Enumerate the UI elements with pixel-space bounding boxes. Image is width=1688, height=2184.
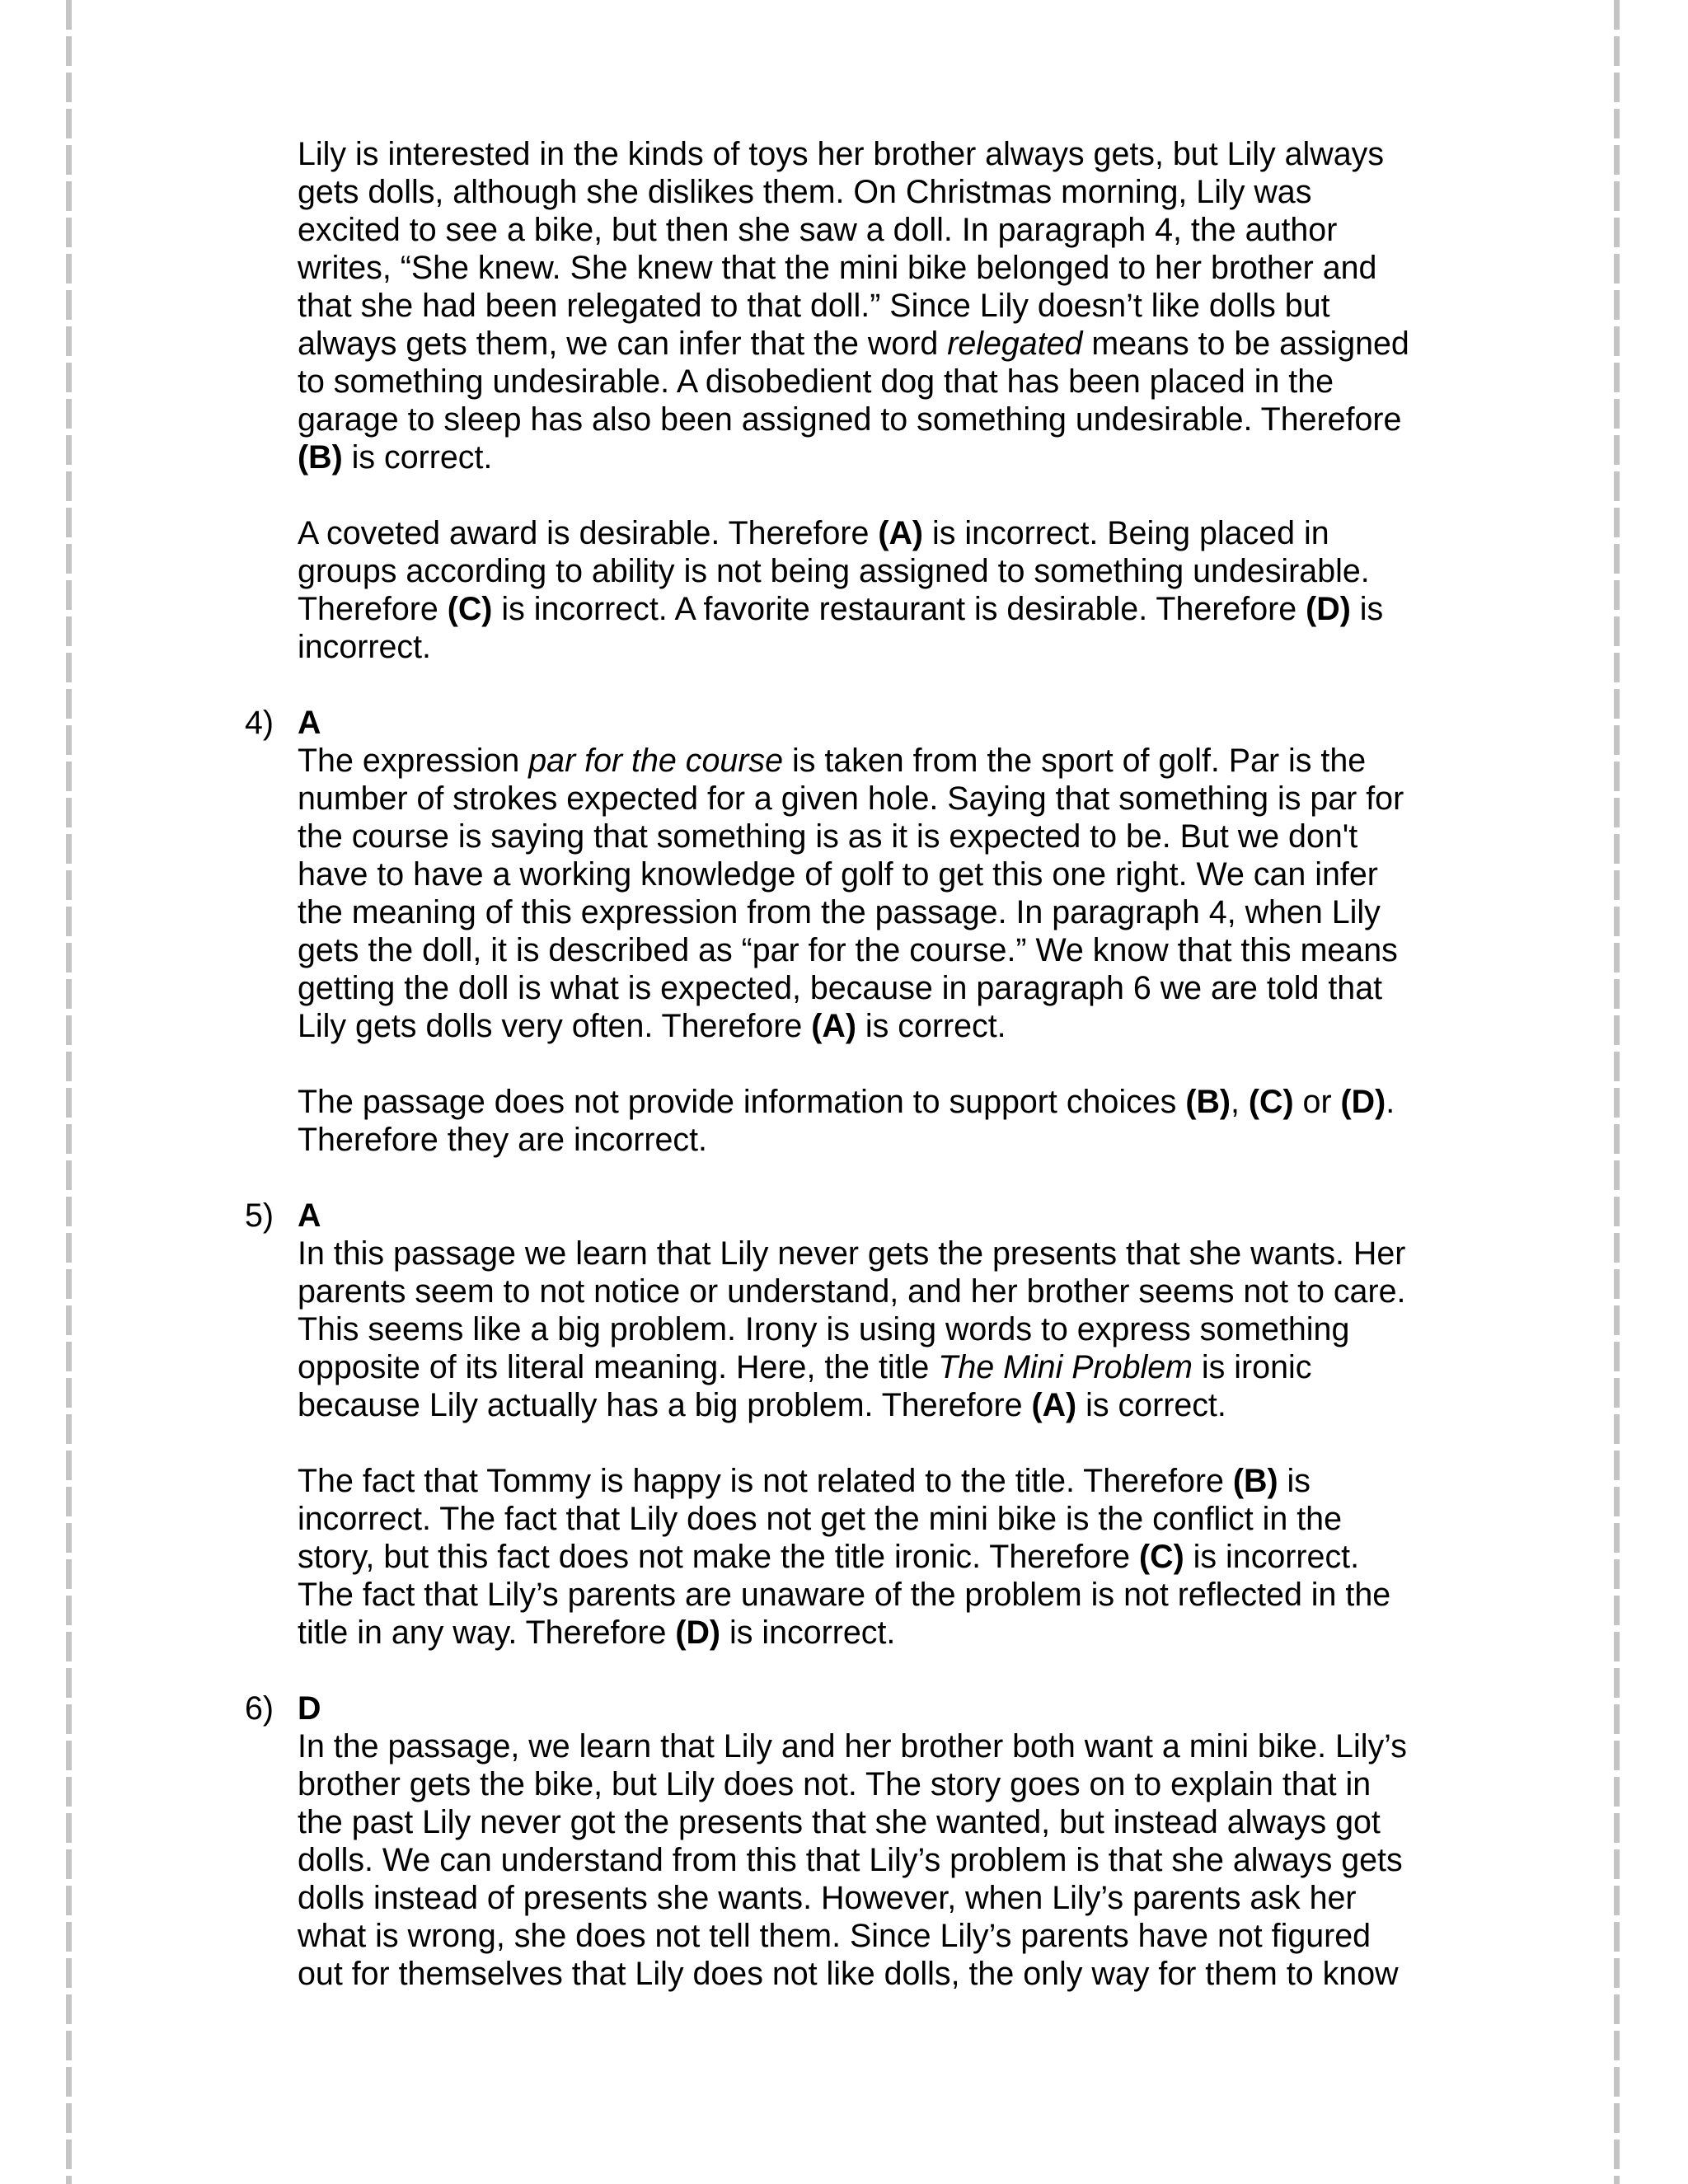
question-number: 5)	[245, 1197, 274, 1234]
explanation-paragraph: The fact that Tommy is happy is not related to the title. Therefore (B) is incorrect. The fact that Lily does not get the mini bike is the conflict in the story, but this fact does not make the title ironic. Therefore (C) is incorrect. The fact that Lily’s parents are unaware of the problem is not reflected in the title in any way. Therefore (D) is incorrect.	[298, 1463, 1391, 1651]
question-number: 4)	[245, 705, 274, 741]
answer-item-4	[245, 704, 1484, 1159]
explanation-paragraph: The passage does not provide information to support choices (B), (C) or (D). Therefore they are incorrect.	[298, 1084, 1395, 1158]
left-dashed-border	[66, 0, 72, 2184]
explanation-paragraph: The expression par for the course is taken from the sport of golf. Par is the number of strokes expected for a given hole. Saying that something is par for the course is saying that something is as it is expected to be. But we don't have to have a working knowledge of golf to get this one right. We can infer the meaning of this expression from the passage. In paragraph 4, when Lily gets the doll, it is described as “par for the course.” We know that this means getting the doll is what is expected, because in paragraph 6 we are told that Lily gets dolls very often. Therefore (A) is correct.	[298, 743, 1404, 1044]
explanation-paragraph: In this passage we learn that Lily never gets the presents that she wants. Her parents seem to not notice or understand, and her brother seems not to care. This seems like a big problem. Irony is using words to express something opposite of its literal meaning. Here, the title The Mini Problem is ironic because Lily actually has a big problem. Therefore (A) is correct.	[298, 1235, 1406, 1423]
answer-letter: A	[298, 705, 321, 741]
right-dashed-border	[1614, 0, 1620, 2184]
answer-explanations	[245, 135, 1484, 1993]
explanation-paragraph: In the passage, we learn that Lily and her brother both want a mini bike. Lily’s brother gets the bike, but Lily does not. The story goes on to explain that in the past Lily never got the presents that she wanted, but instead always got dolls. We can understand from this that Lily’s problem is that she always gets dolls instead of presents she wants. However, when Lily’s parents ask her what is wrong, she does not tell them. Since Lily’s parents have not figured out for themselves that Lily does not like dolls, the only way for them to know	[298, 1728, 1407, 1992]
answer-item-5	[245, 1197, 1484, 1652]
answer-letter: A	[298, 1197, 321, 1234]
answer-item-6	[245, 1690, 1484, 1993]
explanation-paragraph: Lily is interested in the kinds of toys her brother always gets, but Lily always gets dolls, although she dislikes them. On Christmas morning, Lily was excited to see a bike, but then she saw a doll. In paragraph 4, the author writes, “She knew. She knew that the mini bike belonged to her brother and that she had been relegated to that doll.” Since Lily doesn’t like dolls but always gets them, we can infer that the word relegated means to be assigned to something undesirable. A disobedient dog that has been placed in the garage to sleep has also been assigned to something undesirable. Therefore (B) is correct.	[298, 136, 1409, 476]
answer-letter: D	[298, 1690, 321, 1727]
question-number: 6)	[245, 1690, 274, 1727]
explanation-paragraph: A coveted award is desirable. Therefore (A) is incorrect. Being placed in groups according to ability is not being assigned to something undesirable. Therefore (C) is incorrect. A favorite restaurant is desirable. Therefore (D) is incorrect.	[298, 515, 1384, 665]
